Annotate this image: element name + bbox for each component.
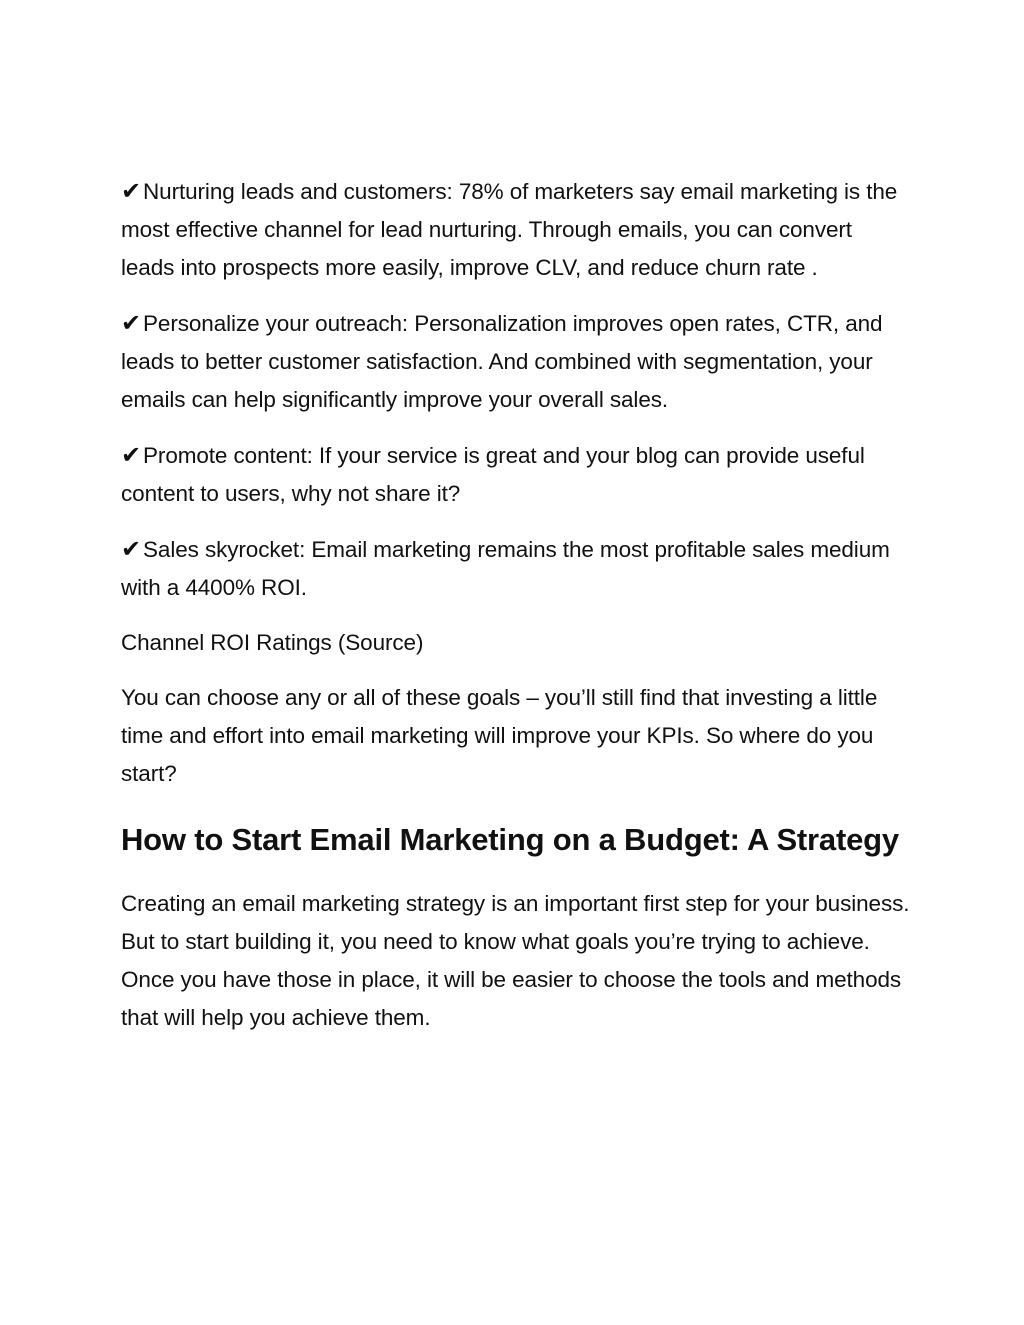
bullet-sales — [121, 530, 911, 607]
checkmark-icon: ✔ — [121, 441, 142, 469]
goals-paragraph: You can choose any or all of these goals – you’ll still find that investing a little time and effort into email marketing will improve your KPIs. So where do you start? — [121, 685, 878, 786]
checkmark-icon: ✔ — [121, 309, 142, 337]
bullet-promote — [121, 436, 911, 513]
bullet-personalize — [121, 304, 911, 419]
bullet-nurturing — [121, 172, 911, 287]
checkmark-icon: ✔ — [121, 535, 142, 563]
document-page — [121, 172, 911, 1054]
bullet-text: Nurturing leads and customers: 78% of marketers say email marketing is the most effective channel for lead nurturing. Through emails, you can convert leads into prospects more easily, improve CLV, and reduce churn rate . — [121, 179, 898, 280]
section-heading: How to Start Email Marketing on a Budget: A Strategy — [121, 822, 899, 857]
bullet-text: Personalize your outreach: Personalization improves open rates, CTR, and leads to better customer satisfaction. And combined with segmentation, your emails can help significantly improve your overall sales. — [121, 311, 883, 412]
bullet-text: Promote content: If your service is great and your blog can provide useful content to users, why not share it? — [121, 443, 865, 506]
checkmark-icon: ✔ — [121, 177, 142, 205]
strategy-paragraph: Creating an email marketing strategy is an important first step for your business. But to start building it, you need to know what goals you’re trying to achieve. Once you have those in place, it will be easier to choose the tools and methods that will help you achieve them. — [121, 891, 910, 1030]
image-caption: Channel ROI Ratings (Source) — [121, 630, 424, 655]
bullet-text: Sales skyrocket: Email marketing remains the most profitable sales medium with a 4400% ROI. — [121, 537, 890, 600]
